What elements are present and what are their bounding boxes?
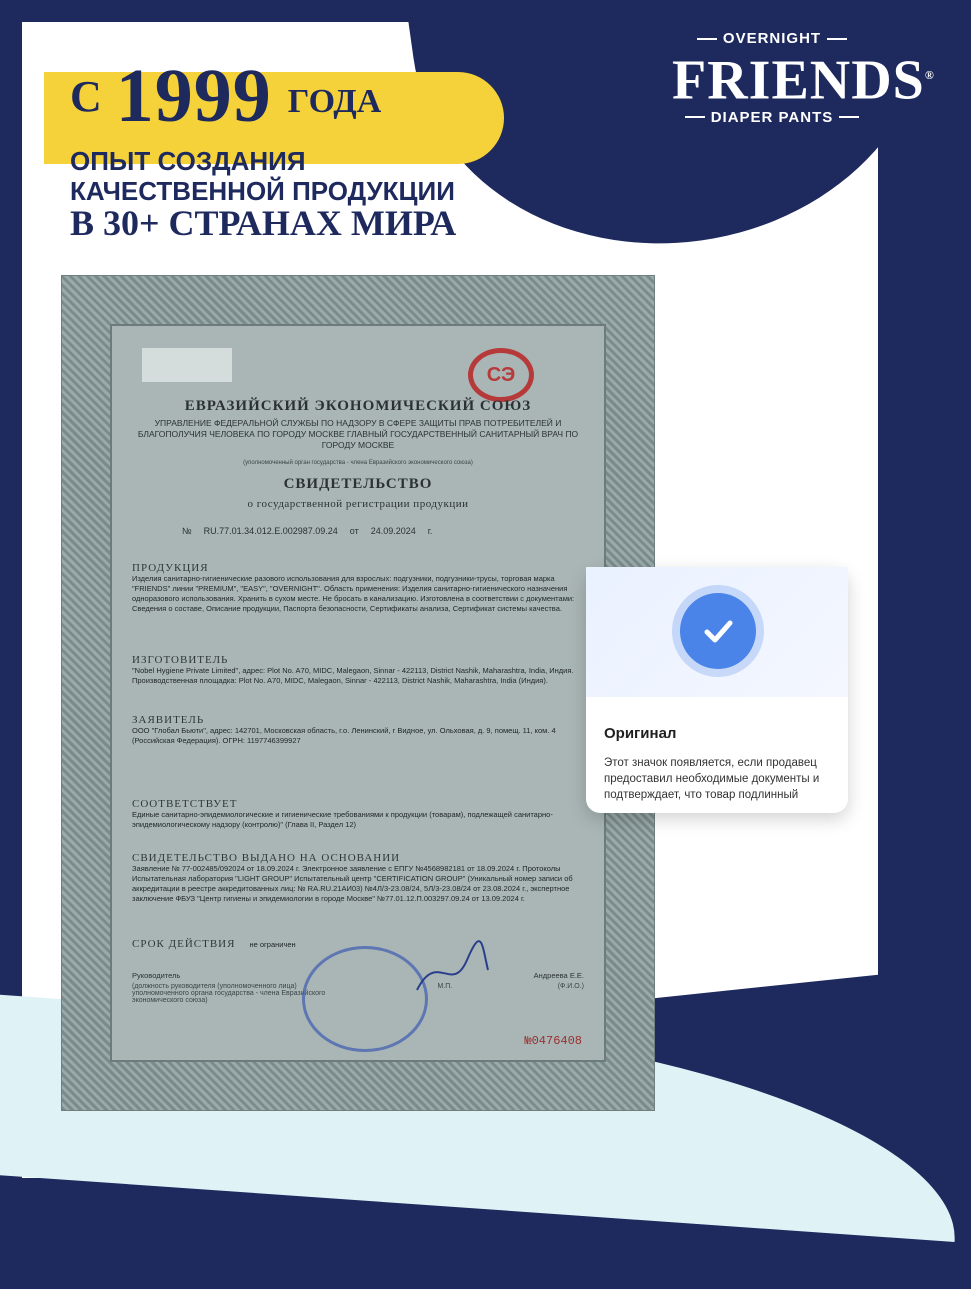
- year-value: 1999: [115, 53, 272, 138]
- year-suffix: ГОДА: [287, 83, 382, 120]
- badge-description: Этот значок появляется, если продавец предоставил необходимые документы и подтверждает, что товар подлинный: [604, 757, 820, 801]
- section-body: Изделия санитарно-гигиенические разового использования для взрослых: подгузники, подгузники-трусы, торговая марка "FRIENDS" линии "PREMIUM", "EASY", "OVERNIGHT". Область применения: Изделия санитарно-гигиенического назначения одноразового использования. Хранить в сухом месте. Не бросать в канализацию. Изготовлена в соответствии с документами: Сведения о составе, Описание продукции, Паспорта безопасности, Сертификаты анализа, Сертификат системы качества.: [132, 574, 575, 613]
- brand-logo: [672, 30, 935, 126]
- certificate-image: [62, 276, 654, 1110]
- position-note: (должность руководителя (уполномоченного лица) уполномоченного органа государства - члена Евразийского экономического союза): [132, 983, 326, 1004]
- section-product: [132, 562, 584, 614]
- signature-icon: [412, 940, 492, 1000]
- tagline-line-3: В 30+ СТРАНАХ МИРА: [70, 203, 457, 243]
- official-stamp: [302, 946, 428, 1052]
- section-body: ООО "Глобал Бьюти", адрес: 142701, Московская область, г.о. Ленинский, г Видное, ул. Ольховая, д. 9, помещ. 11, ком. 4 (Российская Федерация). ОГРН: 1197746399927: [132, 726, 556, 745]
- logo-rule: [685, 116, 705, 118]
- number-label: №: [182, 526, 192, 536]
- validity-value: не ограничен: [249, 940, 296, 949]
- cert-subtitle: о государственной регистрации продукции: [247, 498, 469, 510]
- logo-rule: [827, 38, 847, 40]
- section-title: СООТВЕТСТВУЕТ: [132, 798, 238, 810]
- cert-union: ЕВРАЗИЙСКИЙ ЭКОНОМИЧЕСКИЙ СОЮЗ: [184, 398, 532, 414]
- since-prefix: С: [70, 71, 102, 121]
- date-label: от: [349, 526, 359, 536]
- section-body: Единые санитарно-эпидемиологические и гигиенические требованиями к продукции (товарам), подлежащей санитарно-эпидемиологическому надзору (контролю)" (Глава II, Раздел 12): [132, 810, 553, 829]
- logo-overnight: [672, 30, 872, 47]
- cert-serial: №0476408: [524, 1034, 582, 1048]
- logo-rule: [839, 116, 859, 118]
- tagline-line-2: КАЧЕСТВЕННОЙ ПРОДУКЦИИ: [70, 176, 455, 206]
- section-title: ЗАЯВИТЕЛЬ: [132, 714, 205, 726]
- section-title: ПРОДУКЦИЯ: [132, 562, 209, 574]
- verified-check-icon: [680, 593, 756, 669]
- logo-name-text: FRIENDS: [672, 49, 925, 112]
- original-badge-card: [586, 567, 848, 813]
- logo-name: [672, 47, 935, 112]
- section-title: СВИДЕТЕЛЬСТВО ВЫДАНО НА ОСНОВАНИИ: [132, 852, 401, 864]
- section-title: СРОК ДЕЙСТВИЯ: [132, 938, 236, 950]
- badge-header: [586, 567, 848, 697]
- section-applicant: [132, 714, 584, 746]
- registered-mark: ®: [924, 68, 935, 82]
- section-title: ИЗГОТОВИТЕЛЬ: [132, 654, 229, 666]
- eac-logo-icon: СЭ: [468, 348, 534, 402]
- badge-title: Оригинал: [604, 725, 677, 742]
- cert-number-line: [182, 526, 432, 536]
- certificate-body: [110, 324, 606, 1062]
- hologram-sticker: [142, 348, 232, 382]
- tagline: [70, 146, 455, 206]
- name-note: (Ф.И.О.): [557, 983, 584, 990]
- section-basis: [132, 852, 584, 904]
- cert-authority: УПРАВЛЕНИЕ ФЕДЕРАЛЬНОЙ СЛУЖБЫ ПО НАДЗОРУ В СФЕРЕ ЗАЩИТЫ ПРАВ ПОТРЕБИТЕЛЕЙ И БЛАГОПОЛУЧИЯ ЧЕЛОВЕКА ПО ГОРОДУ МОСКВЕ ГЛАВНЫЙ ГОСУДАРСТВЕННЫЙ САНИТАРНЫЙ ВРАЧ ПО ГОРОДУ МОСКВЕ: [137, 418, 579, 450]
- since-year-heading: [70, 50, 381, 142]
- tagline-line-1: ОПЫТ СОЗДАНИЯ: [70, 146, 306, 176]
- section-body: Заявление № 77-002485/092024 от 18.09.2024 г. Электронное заявление с ЕПГУ №4568982181 от 18.09.2024 г. Протоколы Испытательная лаборатория "LIGHT GROUP" Испытательный центр "CERTIFICATION GROUP" (Уникальный номер записи об аккредитации в реестре аккредитованных лиц: № RA.RU.21АИ03) №4Л/3-23.08/24, 5Л/3-23.08/24 от 23.08.2024 г., экспертное заключение ФБУЗ "Центр гигиены и эпидемиологии в городе Москве" №77.01.12.П.003297.09.24 от 13.09.2024 г.: [132, 864, 573, 903]
- head-name: Андреева Е.Е.: [533, 971, 584, 980]
- cert-title: СВИДЕТЕЛЬСТВО: [283, 476, 433, 492]
- cert-date: 24.09.2024: [370, 526, 416, 536]
- cert-authority-note: (уполномоченный орган государства - члена Евразийского экономического союза): [243, 460, 473, 466]
- head-label: Руководитель: [132, 971, 181, 980]
- section-conforms: [132, 798, 584, 830]
- stamp-label: М.П.: [437, 983, 453, 990]
- logo-rule: [697, 38, 717, 40]
- logo-overnight-text: OVERNIGHT: [722, 30, 822, 47]
- date-suffix: г.: [427, 526, 433, 536]
- section-body: "Nobel Hygiene Private Limited", адрес: Plot No. A70, MIDC, Malegaon, Sinnar - 422113, District Nashik, Maharashtra, India, Индия. Производственная площадка: Plot No. A70, MIDC, Malegaon, Sinnar - 422113, District Nashik, Maharashtra, India (Индия).: [132, 666, 574, 685]
- section-manufacturer: [132, 654, 584, 686]
- cert-number: RU.77.01.34.012.Е.002987.09.24: [203, 526, 338, 536]
- checkmark-icon: [698, 611, 738, 651]
- logo-product-line-text: DIAPER PANTS: [710, 108, 834, 126]
